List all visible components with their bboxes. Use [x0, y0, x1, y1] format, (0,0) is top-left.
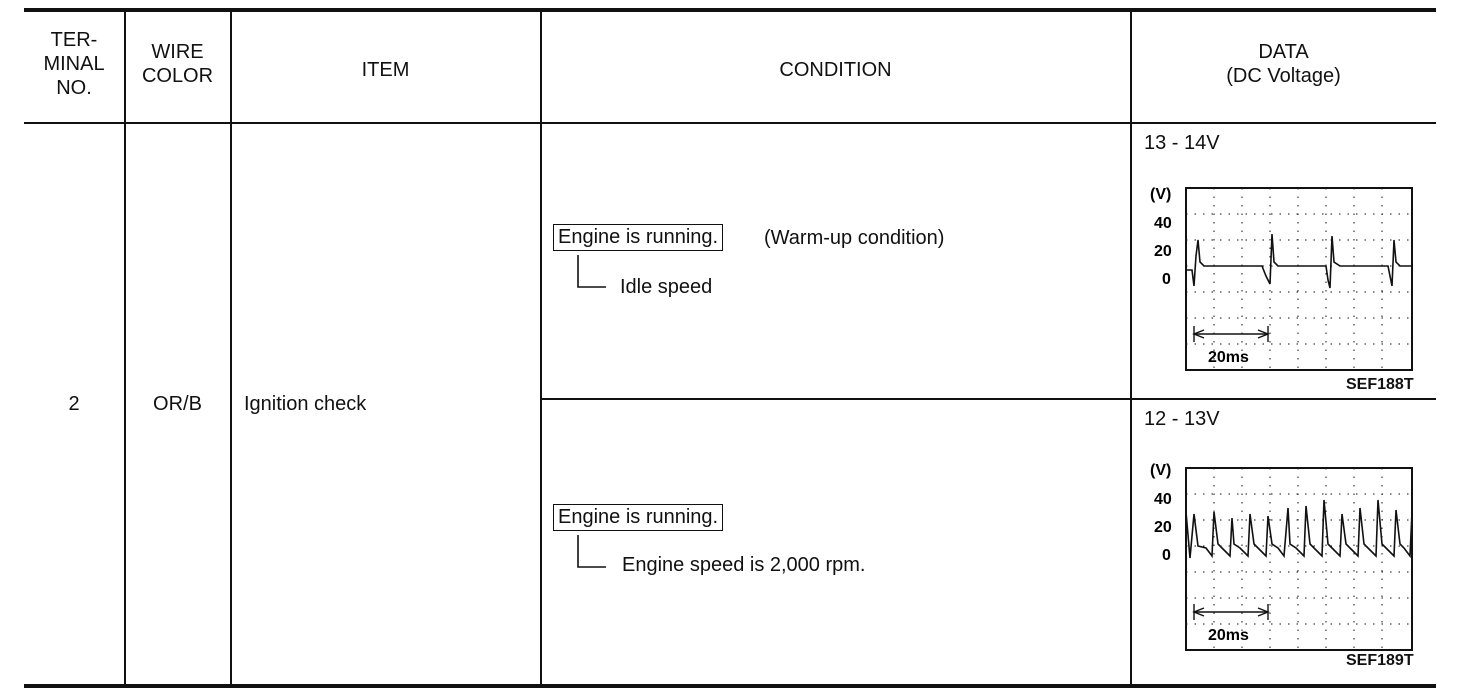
data-1-scope-time-label: 20ms [1208, 349, 1249, 366]
condition-2-engine-running-box: Engine is running. [553, 504, 723, 531]
header-wire-color [125, 40, 230, 88]
condition-1-bracket-connector [574, 255, 614, 295]
col-divider-4 [1130, 8, 1132, 688]
condition-divider-rule [540, 398, 1436, 400]
data-1-oscilloscope-waveform [1144, 176, 1424, 376]
data-1-figure-id: SEF188T [1346, 376, 1414, 393]
header-terminal-line3: NO. [56, 77, 92, 99]
data-2-voltage: 12 - 13V [1144, 408, 1220, 430]
ecm-terminal-table [24, 8, 1436, 688]
header-terminal-no [24, 28, 124, 100]
header-wire-line2: COLOR [141, 65, 214, 87]
col-divider-2 [230, 8, 232, 688]
condition-1-subcondition: Idle speed [620, 276, 713, 298]
data-2-scope-trace [1186, 500, 1412, 558]
header-item: ITEM [361, 59, 410, 81]
data-2-scope-time-label: 20ms [1208, 627, 1249, 644]
data-1-scope-grid [1186, 188, 1412, 370]
data-2-scope-tick-20: 20 [1154, 519, 1172, 536]
data-2-scope-tick-0: 0 [1162, 547, 1171, 564]
header-data [1131, 40, 1436, 88]
data-2-figure-id: SEF189T [1346, 652, 1414, 669]
header-data-line2: (DC Voltage) [1226, 65, 1341, 87]
terminal-number: 2 [68, 393, 80, 415]
data-2-scope-frame [1186, 468, 1412, 650]
header-data-line1: DATA [1258, 41, 1309, 63]
item-name: Ignition check [244, 393, 367, 415]
col-divider-1 [124, 8, 126, 688]
data-1-scope-frame [1186, 188, 1412, 370]
data-2-oscilloscope-waveform [1144, 452, 1424, 656]
data-2-scope-time-arrow [1194, 604, 1268, 620]
table-bottom-rule [24, 684, 1436, 688]
data-1-scope-tick-40: 40 [1154, 215, 1172, 232]
data-2-scope-tick-40: 40 [1154, 491, 1172, 508]
header-wire-line1: WIRE [151, 41, 204, 63]
header-condition: CONDITION [779, 59, 892, 81]
condition-1-suffix: (Warm-up condition) [764, 227, 945, 249]
table-top-rule [24, 8, 1436, 12]
data-1-scope-tick-0: 0 [1162, 271, 1171, 288]
condition-1-engine-running-box: Engine is running. [553, 224, 723, 251]
data-1-scope-tick-20: 20 [1154, 243, 1172, 260]
wire-color: OR/B [153, 393, 202, 415]
condition-2-bracket-connector [574, 535, 614, 575]
header-terminal-line1: TER- [50, 29, 98, 51]
col-divider-3 [540, 8, 542, 688]
condition-2-subcondition: Engine speed is 2,000 rpm. [622, 554, 866, 576]
header-terminal-line2: MINAL [43, 53, 105, 75]
data-1-scope-time-arrow [1194, 326, 1268, 342]
data-1-scope-trace [1186, 234, 1412, 288]
header-bottom-rule [24, 122, 1436, 124]
data-1-scope-unit: (V) [1150, 186, 1172, 203]
data-1-voltage: 13 - 14V [1144, 132, 1220, 154]
data-2-scope-grid [1186, 468, 1412, 650]
data-2-scope-unit: (V) [1150, 462, 1172, 479]
